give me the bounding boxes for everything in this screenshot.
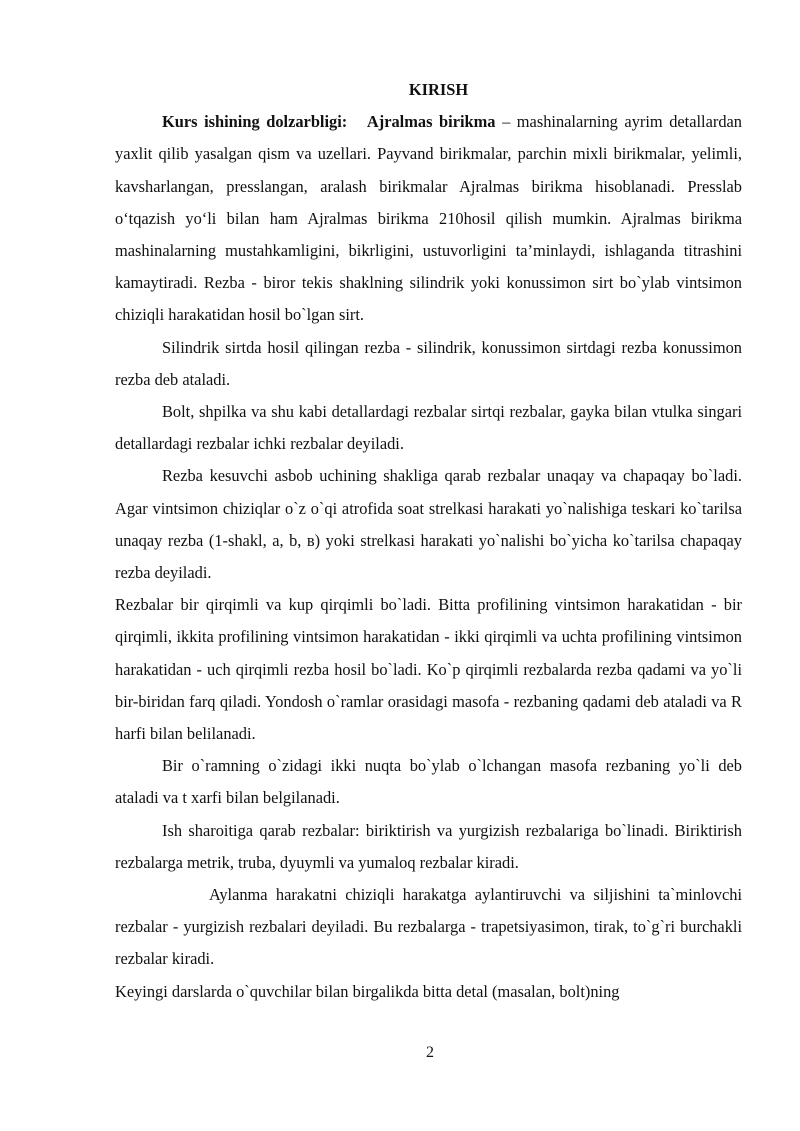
paragraph-thread-starts: Rezbalar bir qirqimli va kup qirqimli bo`ladi. Bitta profilining vintsimon harakatidan - bir qirqimli, ikkita profilining vintsimon harakatidan - ikki qirqimli va uchta profilining vintsimon harakatidan - uch qirqimli rezba hosil bo`ladi. Ko`p qirqimli rezbalarda rezba qadami va yo`li bir-biridan farq qiladi. Yondosh o`ramlar orasidagi masofa - rezbaning qadami deb ataladi va R harfi bilan belilanadi.: [115, 595, 742, 744]
term-ajralmas-birikma: Ajralmas birikma: [366, 112, 496, 132]
paragraph-text: – mashinalarning ayrim detallardan yaxlit qilib yasalgan qism va uzellari. Payvand birikmalar, parchin mixli birikmalar, yelimli, kavsharlangan, presslangan, aralash birikmalar Ajralmas birikma hisoblanadi. Presslab o‘tqazish yo‘li bilan ham Ajralmas birikma 210hosil qilish mumkin. Ajralmas birikma mashinalarning mustahkamligini, bikrligini, ustuvorligini ta’minlaydi, ishlaganda titrashini kamaytiradi. Rezba - biror tekis shaklning silindrik yoki konussimon sirt bo`ylab vintsimon chiziqli harakatidan hosil bo`lgan sirt.: [115, 112, 743, 325]
paragraph-drive-threads: Aylanma harakatni chiziqli harakatga aylantiruvchi va siljishini ta`minlovchi rezbalar - yurgizish rezbalari deyiladi. Bu rezbalarga - trapetsiyasimon, tirak, to`g`ri burchakli rezbalar kiradi.: [115, 885, 742, 969]
paragraph-thread-types: Ish sharoitiga qarab rezbalar: biriktirish va yurgizish rezbalariga bo`linadi. Biriktirish rezbalarga metrik, truba, dyuymli va yumaloq rezbalar kiradi.: [115, 820, 742, 872]
page-number: 2: [426, 1044, 434, 1061]
paragraph-thread-direction: Rezba kesuvchi asbob uchining shakliga qarab rezbalar unaqay va chapaqay bo`ladi. Agar vintsimon chiziqlar o`z o`qi atrofida soat strelkasi harakati yo`nalishiga teskari ko`tarilsa unaqay rezba (1-shakl, a, b, в) yoki strelkasi harakati yo`nalishi bo`yicha ko`tarilsa chapaqay rezba deyiladi.: [115, 466, 742, 583]
relevance-label: Kurs ishining dolzarbligi:: [162, 112, 348, 132]
paragraph-cylindrical-thread: Silindrik sirtda hosil qilingan rezba - silindrik, konussimon sirtdagi rezba konussimon rezba deb ataladi.: [115, 337, 742, 389]
paragraph-thread-lead: Bir o`ramning o`zidagi ikki nuqta bo`ylab o`lchangan masofa rezbaning yo`li deb ataladi va t xarfi bilan belgilanadi.: [115, 756, 742, 808]
paragraph-next-lessons: Keyingi darslarda o`quvchilar bilan birgalikda bitta detal (masalan, bolt)ning: [115, 981, 620, 1001]
section-title: KIRISH: [408, 80, 469, 99]
document-body: [115, 74, 742, 1008]
paragraph-external-internal: Bolt, shpilka va shu kabi detallardagi rezbalar sirtqi rezbalar, gayka bilan vtulka singari detallardagi rezbalar ichki rezbalar deyiladi.: [115, 402, 742, 454]
paragraph-relevance: [115, 106, 742, 331]
